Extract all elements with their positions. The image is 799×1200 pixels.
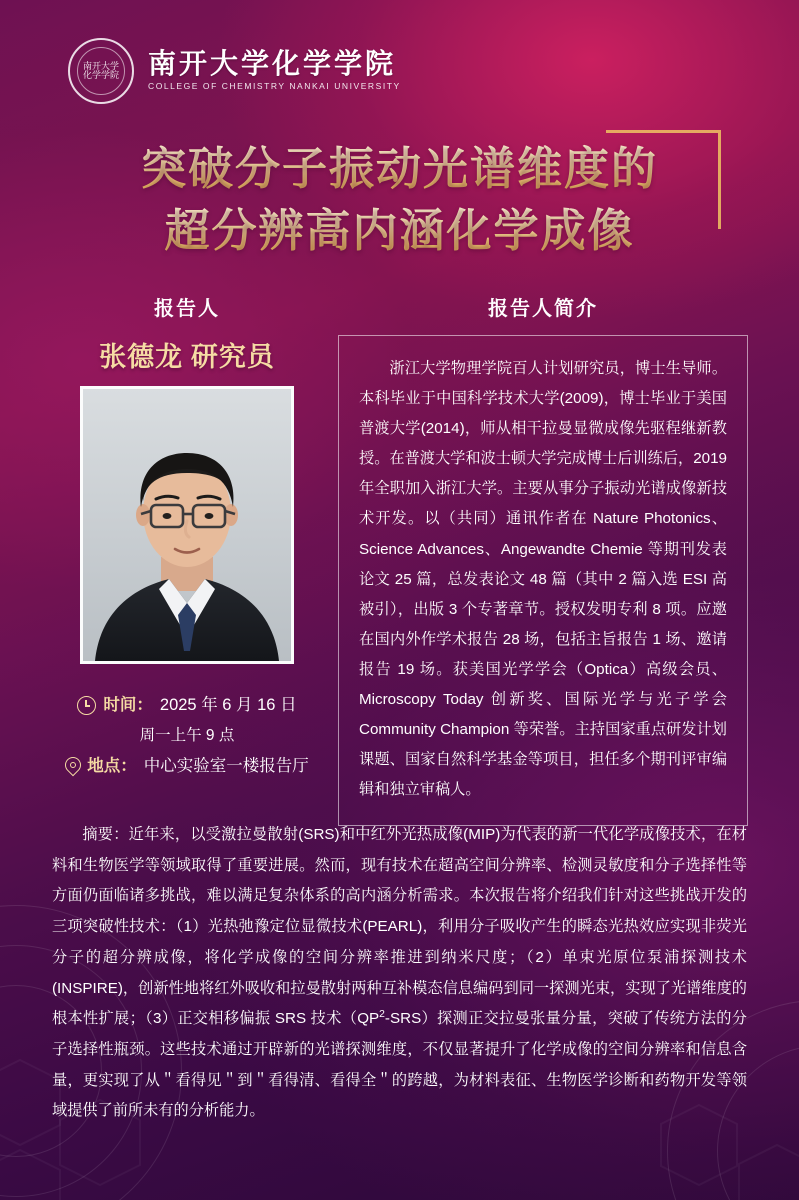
event-place-row	[52, 751, 322, 782]
place-value: 中心实验室一楼报告厅	[143, 756, 309, 775]
title-line-2: 超分辨高内涵化学成像	[0, 200, 799, 262]
speaker-photo	[80, 386, 294, 664]
location-pin-icon	[65, 757, 80, 775]
seal-text: 南开大学化学学院	[82, 60, 119, 80]
speaker-column	[52, 292, 322, 782]
abstract-text-part-2: -SRS）探测正交拉曼张量分量，突破了传统方法的分子选择性瓶颈。这些技术通过开辟新的光谱探测维度，不仅显著提升了化学成像的空间分辨率和信息含量，更实现了从＂看得见＂到＂看得清、看得全＂的跨越，为材料表征、生物医学诊断和药物开发等领域提供了前所未有的分析能力。	[52, 1010, 747, 1120]
organization-name-block	[148, 51, 401, 91]
organization-name-en: COLLEGE OF CHEMISTRY NANKAI UNIVERSITY	[148, 81, 401, 92]
title-line-1: 突破分子振动光谱维度的	[0, 138, 799, 200]
time-sub-value: 周一上午 9 点	[139, 727, 235, 745]
time-label: 时间：	[103, 696, 153, 714]
speaker-portrait-graphic	[83, 389, 291, 661]
event-meta	[52, 690, 322, 782]
speaker-section-heading: 报告人	[154, 298, 220, 320]
time-value: 2025 年 6 月 16 日	[159, 696, 297, 714]
place-label: 地点：	[87, 756, 137, 775]
speaker-name: 张德龙 研究员	[99, 342, 275, 372]
organization-logo	[68, 38, 401, 104]
bio-column	[338, 292, 748, 826]
abstract-prefix: 摘要：	[82, 826, 129, 843]
clock-icon	[77, 696, 96, 715]
abstract-superscript: 2	[379, 1009, 385, 1021]
organization-name-cn: 南开大学化学学院	[148, 49, 397, 81]
bio-text: 浙江大学物理学院百人计划研究员，博士生导师。本科毕业于中国科学技术大学(2009)，博士毕业于美国普渡大学(2014)，师从相干拉曼显微成像先驱程继新教授。在普渡大学和波士顿大学完成博士后训练后，2019 年全职加入浙江大学。主要从事分子振动光谱成像新技术开发。以（共同）通讯作者在 Nature Photonics、Science Advances、Angewandte Chemie 等期刊发表论文 25 篇，总发表论文 48 篇（其中 2 篇入选 ESI 高被引），出版 3 个专著章节。授权发明专利 8 项。应邀在国内外作学术报告 28 场，包括主旨报告 1 场、邀请报告 19 场。获美国光学学会（Optica）高级会员、Microscopy Today 创新奖、国际光学与光子学会 Community Champion 等荣誉。主持国家重点研发计划课题、国家自然科学基金等项目，担任多个期刊评审编辑和独立审稿人。	[338, 335, 748, 826]
university-seal-icon	[68, 38, 134, 104]
abstract-text-part-1: 近年来，以受激拉曼散射(SRS)和中红外光热成像(MIP)为代表的新一代化学成像技术，在材料和生物医学等领域取得了重要进展。然而，现有技术在超高空间分辨率、检测灵敏度和分子选择性等方面仍面临诸多挑战，难以满足复杂体系的高内涵分析需求。本次报告将介绍我们针对这些挑战开发的三项突破性技术：（1）光热弛豫定位显微技术(PEARL)，利用分子吸收产生的瞬态光热效应实现非荧光分子的超分辨成像，将化学成像的空间分辨率推进到纳米尺度；（2）单束光原位泵浦探测技术 (INSPIRE)，创新性地将红外吸收和拉曼散射两种互补模态信息编码到同一探测光束，实现了光谱维度的根本性扩展；（3）正交相移偏振 SRS 技术（QP	[52, 826, 747, 1028]
poster-title	[0, 138, 799, 262]
abstract-section	[52, 820, 747, 1127]
event-time-row	[52, 690, 322, 721]
bio-section-heading: 报告人简介	[488, 298, 598, 320]
